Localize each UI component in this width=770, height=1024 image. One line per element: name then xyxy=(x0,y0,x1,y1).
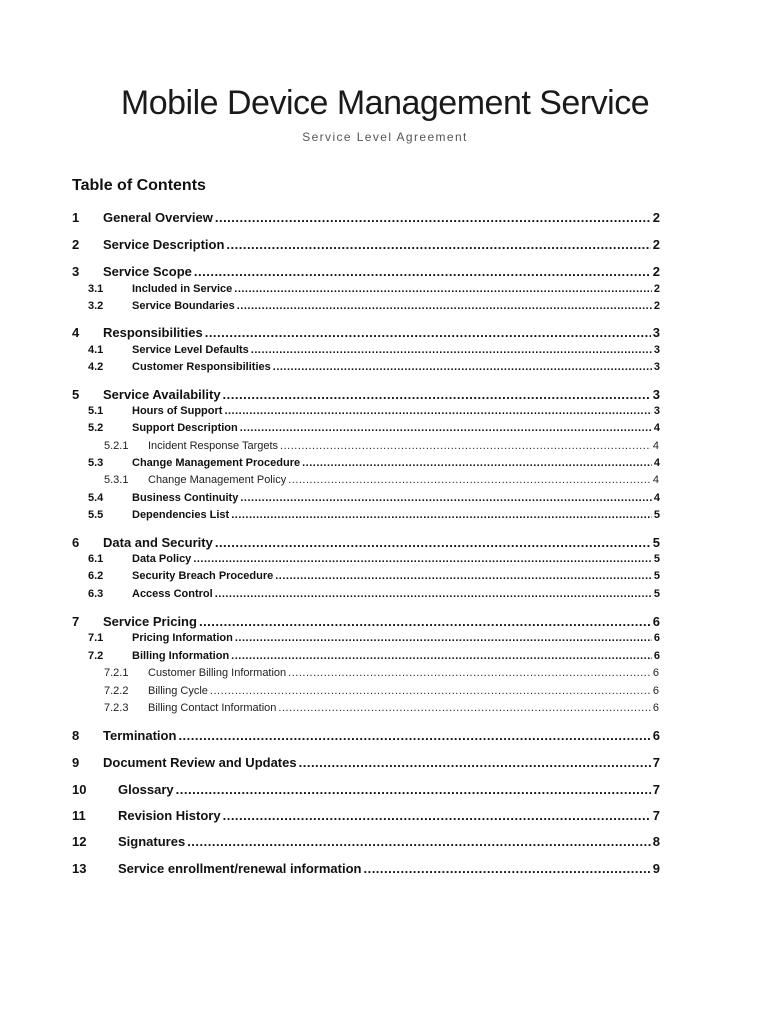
toc-entry-label: Support Description xyxy=(132,422,238,434)
toc-dot-leader xyxy=(240,422,652,434)
toc-dot-leader xyxy=(299,755,651,770)
toc-entry-page-number: 4 xyxy=(652,440,659,452)
toc-dot-leader xyxy=(237,300,652,312)
toc-entry-label: General Overview xyxy=(103,210,213,225)
toc-dot-leader xyxy=(215,210,651,225)
toc-entry-label: Service enrollment/renewal information xyxy=(118,861,362,876)
toc-entry-number: 3 xyxy=(72,264,80,279)
toc-entry-label: Service Pricing xyxy=(103,614,197,629)
toc-entry-page-number: 5 xyxy=(653,570,660,582)
toc-entry-label: Service Boundaries xyxy=(132,300,235,312)
toc-entry-label: Data Policy xyxy=(132,553,192,565)
toc-entry-number: 3.2 xyxy=(88,300,104,312)
toc-entry[interactable] xyxy=(88,283,660,297)
toc-dot-leader xyxy=(302,457,652,469)
toc-entry-page-number: 3 xyxy=(652,325,660,340)
toc-entry-label: Change Management Policy xyxy=(148,474,287,486)
toc-entry-number: 7.2.3 xyxy=(104,702,129,714)
toc-dot-leader xyxy=(231,650,652,662)
toc-entry-label: Hours of Support xyxy=(132,405,223,417)
toc-entry-number: 5.5 xyxy=(88,509,104,521)
toc-dot-leader xyxy=(178,728,650,743)
toc-entry[interactable] xyxy=(72,387,660,404)
toc-entry-page-number: 4 xyxy=(653,422,660,434)
toc-entry-page-number: 5 xyxy=(653,509,660,521)
toc-entry-label: Security Breach Procedure xyxy=(132,570,274,582)
toc-entry-number: 6 xyxy=(72,535,80,550)
toc-entry[interactable] xyxy=(72,264,660,281)
toc-entry[interactable] xyxy=(72,728,660,745)
document-subtitle: Service Level Agreement xyxy=(302,130,468,144)
toc-entry-number: 7.1 xyxy=(88,632,104,644)
toc-entry-number: 12 xyxy=(72,834,87,849)
toc-dot-leader xyxy=(278,702,650,714)
toc-entry-label: Dependencies List xyxy=(132,509,230,521)
toc-entry-number: 3.1 xyxy=(88,283,104,295)
toc-entry-page-number: 6 xyxy=(652,702,659,714)
toc-entry-page-number: 7 xyxy=(652,782,660,797)
toc-entry-label: Responsibilities xyxy=(103,325,203,340)
toc-dot-leader xyxy=(176,782,651,797)
toc-dot-leader xyxy=(251,344,652,356)
toc-dot-leader xyxy=(194,264,651,279)
toc-entry-page-number: 6 xyxy=(653,632,660,644)
toc-entry-label: Glossary xyxy=(118,782,174,797)
toc-dot-leader xyxy=(193,553,652,565)
toc-entry-number: 4.2 xyxy=(88,361,104,373)
toc-entry-page-number: 3 xyxy=(653,344,660,356)
toc-entry-page-number: 7 xyxy=(652,755,660,770)
toc-entry-label: Included in Service xyxy=(132,283,233,295)
toc-entry-number: 5.2 xyxy=(88,422,104,434)
toc-entry-page-number: 9 xyxy=(652,861,660,876)
toc-entry-number: 6.2 xyxy=(88,570,104,582)
toc-entry-page-number: 3 xyxy=(653,405,660,417)
toc-entry-page-number: 2 xyxy=(652,237,660,252)
toc-entry[interactable] xyxy=(72,861,660,878)
toc-entry-number: 4.1 xyxy=(88,344,104,356)
toc-entry[interactable] xyxy=(72,808,660,825)
toc-dot-leader xyxy=(226,237,650,252)
toc-dot-leader xyxy=(215,588,652,600)
toc-entry-page-number: 6 xyxy=(652,614,660,629)
toc-entry-label: Signatures xyxy=(118,834,186,849)
toc-entry[interactable] xyxy=(72,782,660,799)
toc-entry-number: 5.4 xyxy=(88,492,104,504)
toc-dot-leader xyxy=(187,834,651,849)
toc-entry-number: 5 xyxy=(72,387,80,402)
toc-entry-number: 6.3 xyxy=(88,588,104,600)
toc-dot-leader xyxy=(205,325,651,340)
toc-entry-label: Service Availability xyxy=(103,387,221,402)
toc-entry-page-number: 2 xyxy=(653,300,660,312)
toc-dot-leader xyxy=(234,283,652,295)
toc-entry[interactable] xyxy=(88,422,660,436)
toc-entry-page-number: 2 xyxy=(652,210,660,225)
toc-entry[interactable] xyxy=(88,457,660,471)
toc-entry[interactable] xyxy=(88,553,660,567)
toc-dot-leader xyxy=(273,361,652,373)
toc-entry-label: Termination xyxy=(103,728,177,743)
toc-entry-number: 13 xyxy=(72,861,87,876)
toc-entry[interactable] xyxy=(72,755,660,772)
toc-dot-leader xyxy=(210,685,651,697)
toc-entry-number: 7.2 xyxy=(88,650,104,662)
toc-dot-leader xyxy=(231,509,652,521)
toc-entry-number: 6.1 xyxy=(88,553,104,565)
toc-entry-page-number: 2 xyxy=(653,283,660,295)
toc-entry-number: 5.2.1 xyxy=(104,440,129,452)
toc-entry-label: Revision History xyxy=(118,808,221,823)
toc-dot-leader xyxy=(223,808,651,823)
toc-entry-page-number: 6 xyxy=(652,728,660,743)
toc-entry[interactable] xyxy=(72,210,660,227)
toc-dot-leader xyxy=(223,387,651,402)
toc-entry[interactable] xyxy=(88,509,660,523)
toc-entry-label: Business Continuity xyxy=(132,492,239,504)
toc-entry[interactable] xyxy=(104,702,659,716)
toc-entry[interactable] xyxy=(88,650,660,664)
toc-entry[interactable] xyxy=(104,667,659,681)
toc-entry-page-number: 8 xyxy=(652,834,660,849)
toc-entry-label: Billing Cycle xyxy=(148,685,208,697)
toc-entry-page-number: 2 xyxy=(652,264,660,279)
toc-entry-label: Service Level Defaults xyxy=(132,344,249,356)
toc-entry-page-number: 5 xyxy=(653,553,660,565)
toc-entry-page-number: 4 xyxy=(652,474,659,486)
toc-entry-number: 8 xyxy=(72,728,80,743)
toc-entry[interactable] xyxy=(88,570,660,584)
toc-entry-number: 9 xyxy=(72,755,80,770)
toc-dot-leader xyxy=(280,440,651,452)
toc-entry-page-number: 3 xyxy=(653,361,660,373)
toc-entry-number: 1 xyxy=(72,210,80,225)
toc-dot-leader xyxy=(235,632,652,644)
toc-entry-page-number: 6 xyxy=(652,685,659,697)
toc-entry-label: Incident Response Targets xyxy=(148,440,279,452)
toc-entry[interactable] xyxy=(72,325,660,342)
toc-entry-number: 10 xyxy=(72,782,87,797)
toc-entry[interactable] xyxy=(88,632,660,646)
toc-entry-label: Billing Contact Information xyxy=(148,702,277,714)
toc-entry-number: 2 xyxy=(72,237,80,252)
toc-entry-label: Document Review and Updates xyxy=(103,755,297,770)
toc-entry-number: 7.2.1 xyxy=(104,667,129,679)
toc-dot-leader xyxy=(199,614,651,629)
toc-entry[interactable] xyxy=(104,440,659,454)
toc-dot-leader xyxy=(275,570,652,582)
toc-entry-label: Customer Billing Information xyxy=(148,667,287,679)
toc-entry-page-number: 5 xyxy=(652,535,660,550)
toc-entry-page-number: 5 xyxy=(653,588,660,600)
toc-entry-number: 5.1 xyxy=(88,405,104,417)
toc-entry[interactable] xyxy=(72,535,660,552)
toc-entry-number: 4 xyxy=(72,325,80,340)
toc-entry-page-number: 3 xyxy=(652,387,660,402)
toc-entry[interactable] xyxy=(88,344,660,358)
toc-entry-page-number: 4 xyxy=(653,457,660,469)
toc-entry-number: 7 xyxy=(72,614,80,629)
toc-entry-label: Access Control xyxy=(132,588,213,600)
toc-entry[interactable] xyxy=(104,685,659,699)
toc-entry[interactable] xyxy=(72,834,660,851)
toc-entry-number: 5.3 xyxy=(88,457,104,469)
toc-entry[interactable] xyxy=(72,614,660,631)
toc-entry-page-number: 6 xyxy=(652,667,659,679)
toc-entry-label: Billing Information xyxy=(132,650,230,662)
toc-entry-label: Data and Security xyxy=(103,535,213,550)
toc-entry-label: Change Management Procedure xyxy=(132,457,301,469)
toc-dot-leader xyxy=(240,492,652,504)
toc-dot-leader xyxy=(288,474,651,486)
toc-entry[interactable] xyxy=(72,237,660,254)
toc-dot-leader xyxy=(215,535,651,550)
toc-entry-number: 5.3.1 xyxy=(104,474,129,486)
toc-entry[interactable] xyxy=(88,361,660,375)
toc-heading: Table of Contents xyxy=(72,177,206,194)
toc-entry[interactable] xyxy=(88,405,660,419)
toc-dot-leader xyxy=(288,667,651,679)
toc-entry-label: Pricing Information xyxy=(132,632,233,644)
toc-entry-number: 11 xyxy=(72,808,86,823)
toc-entry-page-number: 6 xyxy=(653,650,660,662)
toc-entry-page-number: 7 xyxy=(652,808,660,823)
toc-entry[interactable] xyxy=(88,492,660,506)
toc-entry-page-number: 4 xyxy=(653,492,660,504)
toc-entry[interactable] xyxy=(88,300,660,314)
toc-entry[interactable] xyxy=(104,474,659,488)
toc-entry-label: Customer Responsibilities xyxy=(132,361,271,373)
toc-entry-number: 7.2.2 xyxy=(104,685,129,697)
toc-dot-leader xyxy=(363,861,650,876)
toc-entry[interactable] xyxy=(88,588,660,602)
document-title: Mobile Device Management Service xyxy=(120,84,650,122)
toc-dot-leader xyxy=(224,405,651,417)
toc-entry-label: Service Scope xyxy=(103,264,192,279)
toc-entry-label: Service Description xyxy=(103,237,225,252)
